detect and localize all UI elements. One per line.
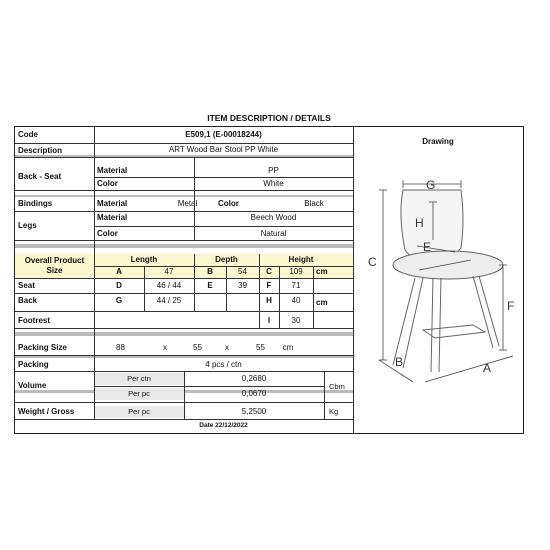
dim-b-letter: B <box>194 266 226 278</box>
dim-d-letter: D <box>116 281 122 290</box>
dim-e-letter: E <box>207 281 213 290</box>
drawing-letter-f: F <box>507 299 515 313</box>
drawing-letter-a: A <box>483 361 492 375</box>
legs-label: Legs <box>18 221 37 230</box>
bindings-label: Bindings <box>18 199 53 208</box>
back-seat-color-label: Color <box>97 179 118 188</box>
dim-e-value: 39 <box>238 281 247 290</box>
bindings-material: Metal <box>177 199 198 208</box>
bindings-material-label: Material <box>97 199 128 208</box>
drawing-letter-b: B <box>395 355 404 369</box>
back-seat-material: PP <box>268 166 279 175</box>
legs-material-label: Material <box>97 213 128 222</box>
dim-c-letter: C <box>259 266 279 278</box>
dim-overall-unit: cm <box>313 266 353 278</box>
date-text: Date 22/12/2022 <box>199 422 248 430</box>
back-seat-color: White <box>263 179 284 188</box>
dim-c-value: 109 <box>279 266 313 278</box>
packing-label: Packing <box>18 360 49 369</box>
packing-value: 4 pcs / ctn <box>205 360 242 369</box>
depth-header: Depth <box>194 254 259 266</box>
back-seat-label: Back - Seat <box>18 172 62 181</box>
volume-per-ctn: 0,2680 <box>241 374 267 383</box>
weight-unit: Kg <box>329 407 339 417</box>
dim-i-letter: I <box>267 316 271 325</box>
overall-size-line2: Size <box>46 266 63 275</box>
dim-a-letter: A <box>94 266 144 278</box>
volume-unit: Cbm <box>329 382 345 392</box>
drawing-label: Drawing <box>422 136 454 146</box>
stool-drawing <box>353 160 523 410</box>
dim-f-letter: F <box>266 281 272 290</box>
dim-i-value: 30 <box>291 316 301 325</box>
seat-label: Seat <box>18 281 35 290</box>
description-label: Description <box>18 146 63 155</box>
drawing-letter-h: H <box>415 216 424 230</box>
packing-size-2: 55 <box>193 343 202 352</box>
back-label: Back <box>18 296 38 305</box>
volume-per-ctn-label: Per ctn <box>94 373 184 385</box>
back-seat-material-label: Material <box>97 166 128 175</box>
packing-size-unit: cm <box>282 343 294 352</box>
packing-size-3: 55 <box>256 343 265 352</box>
description-value: ART Wood Bar Stool PP White <box>168 145 279 154</box>
code-label: Code <box>18 130 38 139</box>
overall-size-header <box>15 254 94 278</box>
dim-h-value: 40 <box>291 296 301 305</box>
bindings-color-label: Color <box>218 199 239 208</box>
dim-b-value: 54 <box>226 266 259 278</box>
weight-per-pc-label: Per pc <box>94 406 184 418</box>
dim-d-value: 46 / 44 <box>156 281 182 290</box>
dim-h-letter: H <box>266 296 272 305</box>
volume-per-pc-label: Per pc <box>94 388 184 400</box>
overall-size-line1: Overall Product <box>24 256 85 265</box>
weight-per-pc: 5,2500 <box>241 407 267 416</box>
dim-g-letter: G <box>115 296 123 305</box>
height-header: Height <box>259 254 343 266</box>
dim-back-unit: cm <box>316 298 328 307</box>
drawing-letter-e: E <box>423 240 432 254</box>
code-value: E509,1 (E-00018244) <box>185 130 262 139</box>
packing-size-1: 88 <box>116 343 125 352</box>
packing-size-x1: x <box>163 343 167 352</box>
legs-material: Beech Wood <box>250 213 297 222</box>
weight-label: Weight / Gross <box>18 407 75 416</box>
legs-color: Natural <box>260 229 287 238</box>
sheet-title: ITEM DESCRIPTION / DETAILS <box>207 113 331 123</box>
packing-size-label: Packing Size <box>18 343 67 352</box>
dim-g-value: 44 / 25 <box>156 296 182 305</box>
bindings-color: Black <box>304 199 324 208</box>
drawing-letter-c: C <box>368 255 377 269</box>
dim-a-value: 47 <box>144 266 194 278</box>
length-header: Length <box>94 254 194 266</box>
dim-f-value: 71 <box>291 281 301 290</box>
footrest-label: Footrest <box>18 316 50 325</box>
volume-per-pc: 0,0670 <box>241 389 267 398</box>
packing-size-x2: x <box>225 343 229 352</box>
drawing-letter-g: G <box>426 178 436 192</box>
legs-color-label: Color <box>97 229 118 238</box>
volume-label: Volume <box>18 381 47 390</box>
